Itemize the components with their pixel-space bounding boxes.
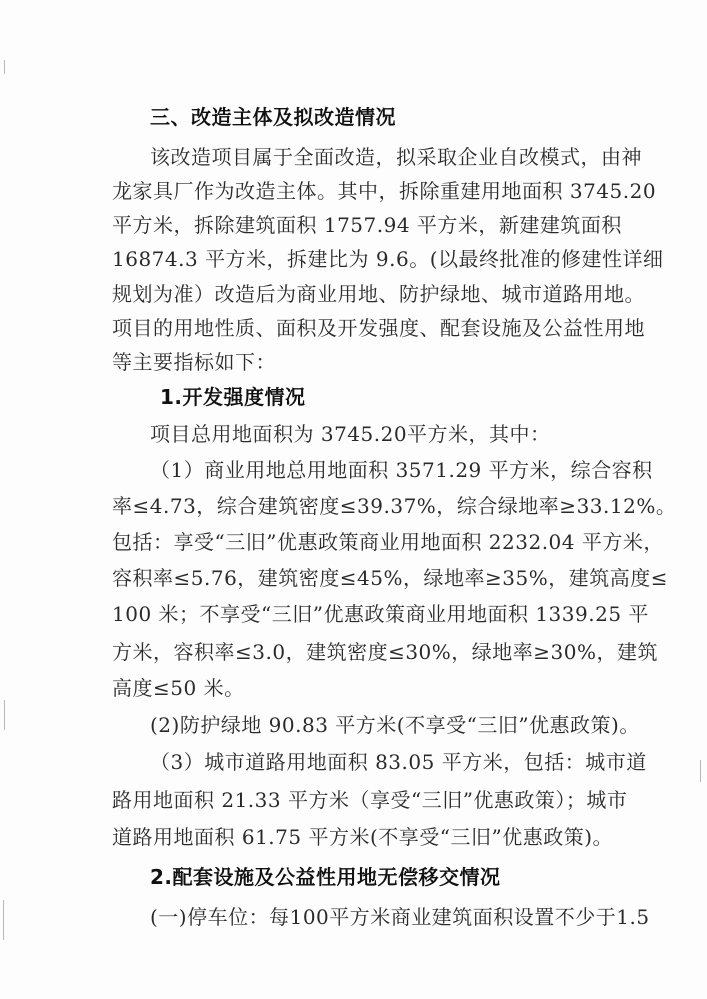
scan-edge-mark (3, 900, 4, 940)
paragraph-line: 平方米，拆除建筑面积 1757.94 平方米，新建建筑面积 (112, 213, 622, 237)
paragraph-line: 项目总用地面积为 3745.20平方米，其中： (150, 422, 551, 446)
scan-edge-mark (700, 760, 701, 782)
subsection-heading: 2.配套设施及公益性用地无偿移交情况 (150, 865, 501, 889)
paragraph-line: 项目的用地性质、面积及开发强度、配套设施及公益性用地 (112, 316, 645, 340)
paragraph-line: (2)防护绿地 90.83 平方米(不享受“三旧”优惠政策)。 (150, 713, 640, 737)
paragraph-line: （1）商业用地总用地面积 3571.29 平方米，综合容积 (150, 458, 653, 482)
section-heading: 三、改造主体及拟改造情况 (150, 105, 396, 129)
paragraph-line: 该改造项目属于全面改造，拟采取企业自改模式，由神 (150, 145, 642, 169)
paragraph-line: 率≤4.73，综合建筑密度≤39.37%，综合绿地率≥33.12%。 (112, 494, 677, 518)
paragraph-line: 方米，容积率≤3.0，建筑密度≤30%，绿地率≥30%，建筑 (112, 640, 658, 664)
scan-edge-mark (4, 700, 5, 730)
paragraph-line: 高度≤50 米。 (112, 676, 245, 700)
paragraph-line: 容积率≤5.76，建筑密度≤45%，绿地率≥35%，建筑高度≤ (112, 566, 668, 590)
paragraph-line: 龙家具厂作为改造主体。其中，拆除重建用地面积 3745.20 (112, 179, 657, 203)
paragraph-line: 路用地面积 21.33 平方米（享受“三旧”优惠政策）；城市 (112, 788, 628, 812)
paragraph-line: 包括：享受“三旧”优惠政策商业用地面积 2232.04 平方米， (112, 530, 664, 554)
paragraph-line: （3）城市道路用地面积 83.05 平方米，包括：城市道 (150, 750, 647, 774)
scan-edge-mark (4, 60, 5, 74)
paragraph-line: 道路用地面积 61.75 平方米(不享受“三旧”优惠政策)。 (112, 825, 614, 849)
paragraph-line: 规划为准）改造后为商业用地、防护绿地、城市道路用地。 (112, 282, 645, 306)
paragraph-line: 等主要指标如下： (112, 350, 276, 374)
paragraph-line: 16874.3 平方米，拆建比为 9.6。(以最终批准的修建性详细 (112, 247, 664, 271)
paragraph-line: 100 米；不享受“三旧”优惠政策商业用地面积 1339.25 平 (112, 602, 649, 626)
paragraph-line: (一)停车位：每100平方米商业建筑面积设置不少于1.5 (150, 905, 650, 929)
subsection-heading: 1.开发强度情况 (160, 385, 306, 409)
